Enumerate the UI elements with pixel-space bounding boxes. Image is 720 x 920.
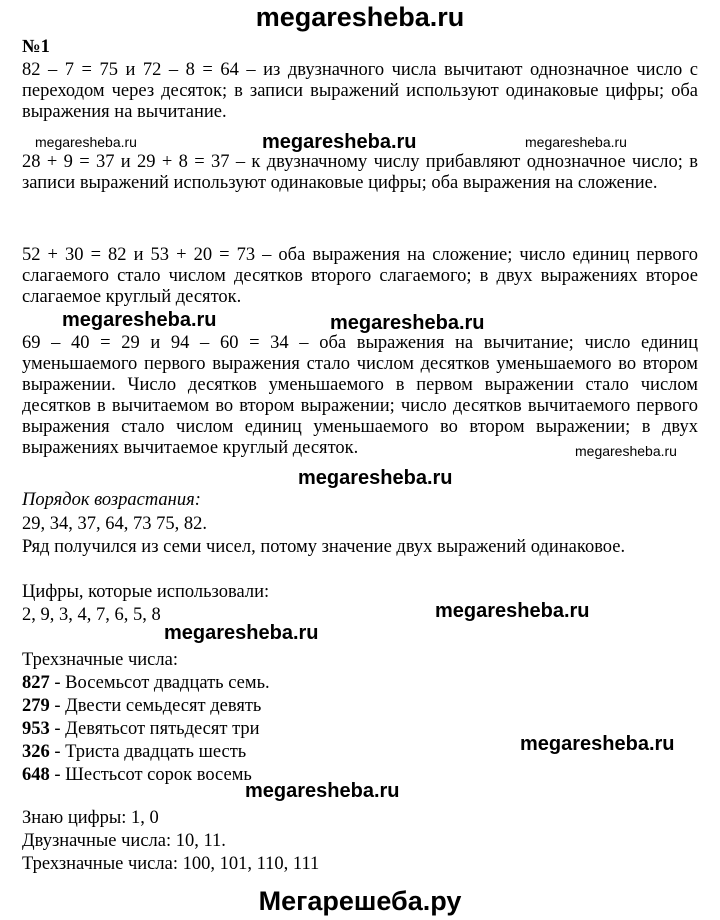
watermark: megaresheba.ru: [262, 131, 417, 153]
three-digit-item: [22, 696, 261, 717]
item-text: - Девятьсот пятьдесят три: [49, 719, 260, 739]
order-note: Ряд получился из семи чисел, потому значение двух выражений одинаковое.: [22, 537, 626, 557]
watermark: megaresheba.ru: [298, 467, 453, 489]
task-number: №1: [22, 37, 50, 57]
watermark: megaresheba.ru: [330, 312, 485, 334]
digits-title: Цифры, которые использовали:: [22, 582, 270, 602]
know-digits: Знаю цифры: 1, 0: [22, 808, 159, 828]
item-number: 279: [22, 696, 50, 716]
item-text: - Триста двадцать шесть: [49, 742, 247, 762]
watermark-small: megaresheba.ru: [35, 134, 137, 150]
paragraph-1: 82 – 7 = 75 и 72 – 8 = 64 – из двузначного числа вычитают однозначное число с переходом через десяток; в записи выражений используют одинаковые цифры; оба выражения на вычитание.: [22, 60, 698, 122]
three-digit-item: [22, 742, 246, 763]
three-digit-item: [22, 765, 252, 786]
watermark: megaresheba.ru: [62, 309, 217, 331]
item-text: - Шестьсот сорок восемь: [49, 765, 252, 785]
item-number: 953: [22, 719, 50, 739]
paragraph-2: 28 + 9 = 37 и 29 + 8 = 37 – к двузначному числу прибавляют однозначное число; в записи выражений используют одинаковые цифры; оба выражения на сложение.: [22, 152, 698, 193]
two-digit-numbers: Двузначные числа: 10, 11.: [22, 831, 226, 851]
item-number: 827: [22, 673, 50, 693]
three-digit-title: Трехзначные числа:: [22, 650, 178, 670]
watermark-small: megaresheba.ru: [575, 443, 677, 459]
order-title: Порядок возрастания:: [22, 490, 201, 510]
digits-values: 2, 9, 3, 4, 7, 6, 5, 8: [22, 605, 161, 625]
item-number: 326: [22, 742, 50, 762]
item-number: 648: [22, 765, 50, 785]
item-text: - Восемьсот двадцать семь.: [49, 673, 270, 693]
item-text: - Двести семьдесят девять: [49, 696, 262, 716]
watermark: megaresheba.ru: [245, 780, 400, 802]
site-footer: Мегарешеба.ру: [258, 886, 462, 916]
watermark: megaresheba.ru: [520, 733, 675, 755]
watermark-small: megaresheba.ru: [525, 134, 627, 150]
watermark: megaresheba.ru: [435, 600, 590, 622]
three-digit-numbers: Трехзначные числа: 100, 101, 110, 111: [22, 854, 320, 874]
site-header: megaresheba.ru: [255, 2, 465, 32]
watermark: megaresheba.ru: [164, 622, 319, 644]
three-digit-item: [22, 719, 260, 740]
paragraph-4: 69 – 40 = 29 и 94 – 60 = 34 – оба выражения на вычитание; число единиц уменьшаемого первого выражения стало числом десятков уменьшаемого во втором выражении. Число десятков уменьшаемого в первом выражении стало числом десятков в вычитаемом во втором выражении; число десятков вычитаемого первого выражения стало числом единиц уменьшаемого во втором выражении; в двух выражениях вычитаемое круглый десяток.: [22, 333, 698, 458]
three-digit-item: [22, 673, 270, 694]
order-values: 29, 34, 37, 64, 73 75, 82.: [22, 514, 207, 534]
paragraph-3: 52 + 30 = 82 и 53 + 20 = 73 – оба выражения на сложение; число единиц первого слагаемого стало числом десятков второго слагаемого; в двух выражениях второе слагаемое круглый десяток.: [22, 245, 698, 307]
